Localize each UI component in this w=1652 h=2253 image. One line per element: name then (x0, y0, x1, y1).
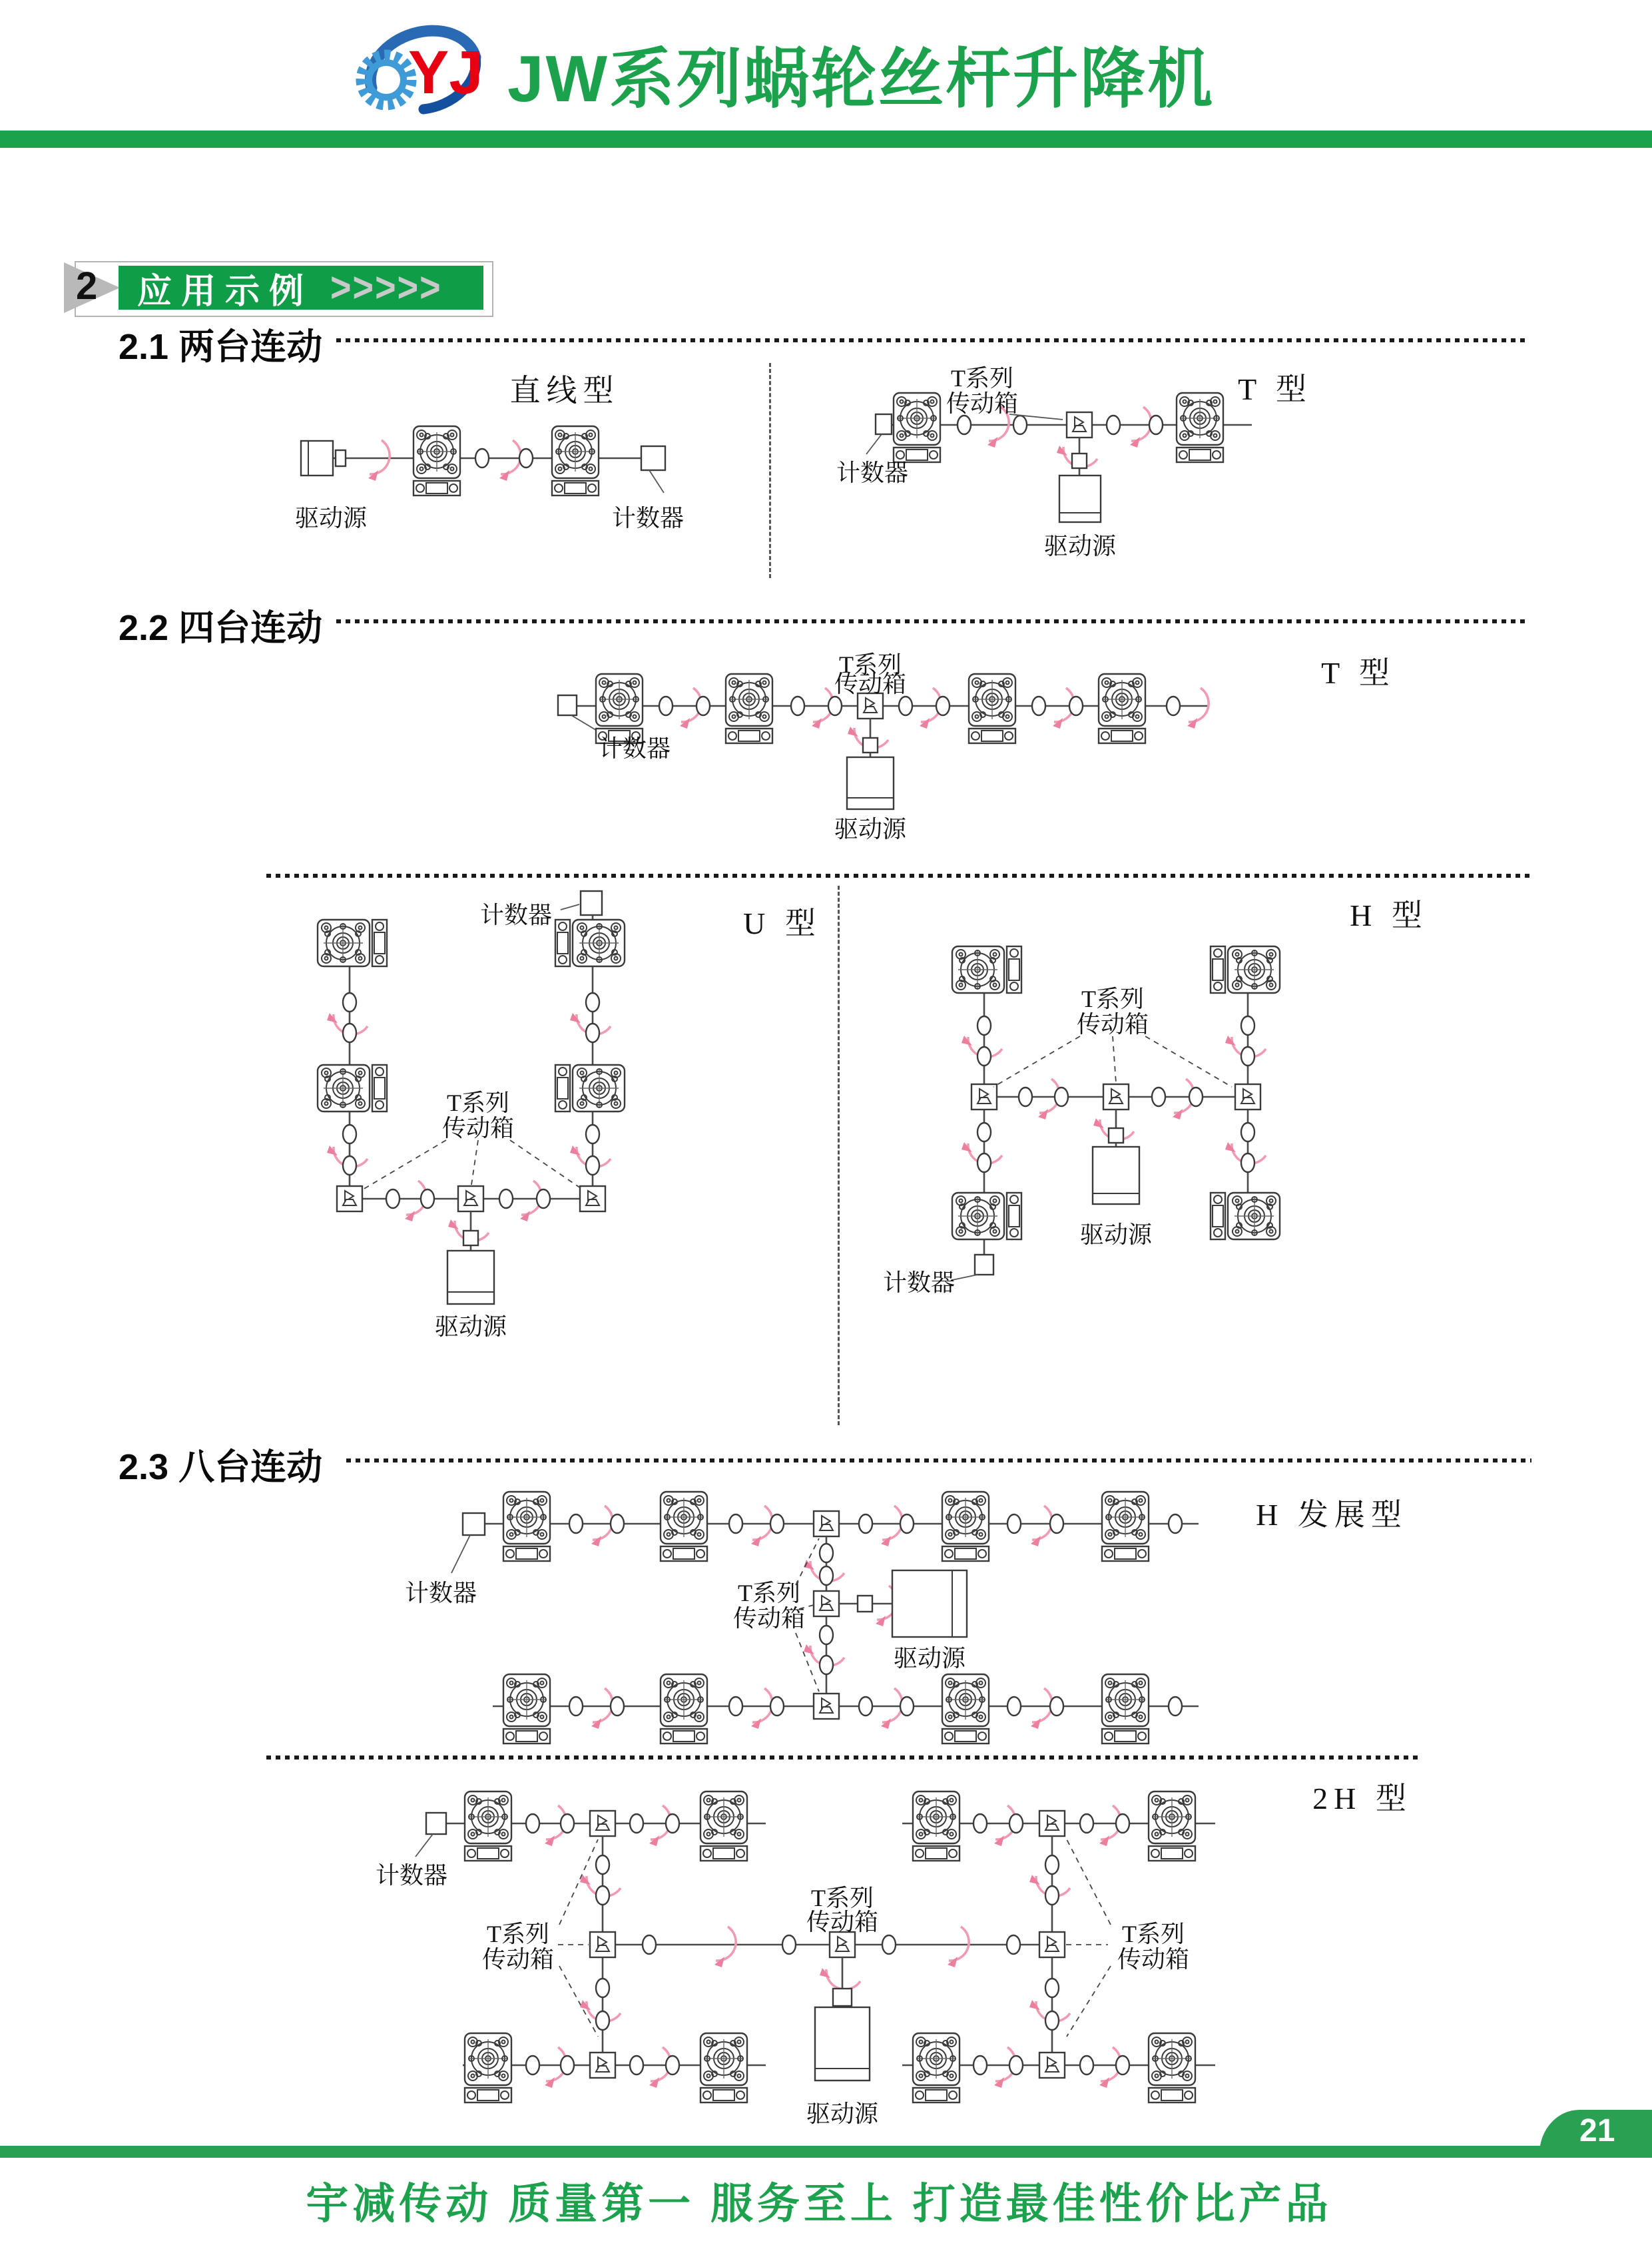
coupling (1107, 416, 1120, 434)
footer-bar (0, 2146, 1652, 2158)
diagram-two-unit-linkage (200, 353, 1498, 593)
t-gearbox (337, 1186, 362, 1211)
screw-jack (552, 426, 599, 495)
coupling (1072, 454, 1087, 468)
section-banner (119, 266, 483, 310)
chevrons-icon: >>>>> (330, 264, 442, 311)
counter (581, 891, 602, 915)
drive-motor (847, 757, 894, 809)
t-gearbox (971, 1084, 997, 1110)
drive-label: 驱动源 (1079, 1221, 1153, 1248)
t-gearbox (1067, 412, 1092, 438)
t-gearbox (1235, 1084, 1260, 1110)
t-gearbox (1103, 1084, 1129, 1110)
type-label-h: H 型 (1350, 898, 1428, 932)
screw-jack (1177, 393, 1223, 462)
counter (975, 1255, 993, 1275)
screw-jack (465, 1791, 511, 1861)
drive-label: 驱动源 (434, 1313, 507, 1340)
drive-label: 驱动源 (1043, 533, 1117, 559)
gearbox-label: T系列 (1081, 986, 1144, 1012)
screw-jack (700, 1791, 747, 1861)
screw-jack (555, 1065, 625, 1112)
screw-jack (726, 674, 772, 743)
coupling (519, 449, 533, 468)
screw-jack (503, 1492, 550, 1561)
screw-jack (318, 1065, 387, 1112)
screw-jack (1149, 2033, 1195, 2102)
gearbox-label: T系列 (447, 1090, 509, 1116)
diagram-four-unit-linkage (200, 633, 1498, 1465)
screw-jack (661, 1492, 707, 1561)
screw-jack (894, 393, 940, 462)
screw-jack (596, 674, 643, 743)
coupling (336, 450, 346, 466)
counter (876, 414, 892, 434)
coupling (1149, 416, 1163, 434)
gearbox-label: T系列 (839, 651, 902, 678)
counter (641, 446, 665, 470)
screw-jack (555, 920, 625, 966)
counter-label: 计数器 (375, 1862, 448, 1889)
gearbox-label: 传动箱 (1117, 1946, 1190, 1973)
coupling (858, 1596, 872, 1612)
gearbox-label: 传动箱 (834, 671, 907, 697)
t-gearbox (814, 1511, 839, 1536)
company-logo (345, 8, 501, 128)
screw-jack (942, 1674, 989, 1744)
t-gearbox (814, 1694, 839, 1719)
t-gearbox (590, 1811, 615, 1836)
heading-2-1: 2.1 两台连动 (119, 327, 323, 367)
t-gearbox (1039, 1932, 1065, 1957)
type-label-2h: 2H 型 (1312, 1781, 1412, 1815)
page-number: 21 (1579, 2113, 1615, 2148)
t-gearbox (580, 1186, 605, 1211)
counter (558, 695, 577, 715)
coupling (1013, 416, 1027, 434)
type-label-t: T 型 (1321, 656, 1396, 690)
gearbox-label: T系列 (738, 1580, 800, 1606)
drive-motor (815, 2007, 870, 2081)
gear-icon (361, 55, 412, 105)
gearbox-label: T系列 (1122, 1921, 1185, 1947)
drive-motor (301, 441, 333, 476)
t-gearbox (458, 1186, 483, 1211)
type-label-h-ext: H 发展型 (1256, 1498, 1408, 1532)
counter-label: 计数器 (598, 735, 671, 762)
drive-label: 驱动源 (893, 1645, 966, 1672)
screw-jack (952, 946, 1021, 993)
counter (426, 1813, 446, 1834)
diagram-eight-unit-linkage (200, 1478, 1498, 2138)
drive-label: 驱动源 (294, 505, 368, 531)
t-gearbox (590, 2053, 615, 2078)
type-label-linear: 直线型 (509, 374, 620, 408)
gearbox-label: 传动箱 (481, 1946, 555, 1973)
section-banner-title: 应用示例 (137, 272, 314, 311)
heading-2-2: 2.2 四台连动 (119, 608, 323, 648)
drive-label: 驱动源 (834, 816, 907, 842)
gearbox-label: 传动箱 (732, 1605, 806, 1632)
counter-label: 计数器 (611, 505, 685, 531)
logo-text: YJ (408, 39, 483, 107)
counter-label: 计数器 (836, 460, 909, 486)
heading-2-3: 2.3 八台连动 (119, 1447, 323, 1487)
drive-motor (447, 1251, 494, 1304)
gearbox-label: 传动箱 (806, 1909, 879, 1935)
screw-jack (1102, 1492, 1149, 1561)
screw-jack (1211, 946, 1280, 993)
t-gearbox (1039, 1811, 1065, 1836)
screw-jack (969, 674, 1015, 743)
drive-motor (1093, 1147, 1139, 1204)
coupling (463, 1231, 478, 1245)
t-gearbox (1039, 2053, 1065, 2078)
drive-motor (1059, 476, 1101, 522)
counter (463, 1513, 485, 1535)
page-title: JW系列蜗轮丝杆升降机 (507, 42, 1215, 115)
screw-jack (413, 426, 460, 495)
coupling (863, 738, 878, 753)
gearbox-label: 传动箱 (1076, 1011, 1149, 1038)
screw-jack (661, 1674, 707, 1744)
drive-label: 驱动源 (806, 2100, 879, 2127)
screw-jack (913, 2033, 960, 2102)
screw-jack (942, 1492, 989, 1561)
dotted-divider (336, 619, 1528, 623)
screw-jack (503, 1674, 550, 1744)
screw-jack (1102, 1674, 1149, 1744)
footer-slogan: 宇减传动 质量第一 服务至上 打造最佳性价比产品 (306, 2180, 1332, 2228)
type-label-t: T 型 (1238, 372, 1312, 406)
screw-jack (465, 2033, 511, 2102)
section-number: 2 (76, 264, 98, 308)
header-divider-bar (0, 131, 1652, 148)
t-gearbox (830, 1932, 855, 1957)
t-gearbox (814, 1591, 839, 1616)
counter-label: 计数器 (479, 902, 553, 928)
gearbox-label: T系列 (811, 1885, 874, 1911)
coupling (475, 449, 489, 468)
counter-label: 计数器 (404, 1580, 477, 1606)
screw-jack (318, 920, 387, 966)
counter-label: 计数器 (882, 1269, 956, 1296)
screw-jack (1099, 674, 1145, 743)
screw-jack (913, 1791, 960, 1861)
coupling (1109, 1128, 1123, 1143)
dotted-divider (336, 338, 1528, 342)
coupling (958, 416, 971, 434)
gearbox-label: T系列 (487, 1921, 549, 1947)
screw-jack (1149, 1791, 1195, 1861)
type-label-u: U 型 (743, 906, 822, 940)
screw-jack (1211, 1193, 1280, 1239)
screw-jack (700, 2033, 747, 2102)
gearbox-label: 传动箱 (441, 1115, 515, 1141)
drive-motor (892, 1570, 967, 1637)
t-gearbox (590, 1932, 615, 1957)
screw-jack (952, 1193, 1021, 1239)
gearbox-label: T系列 (951, 365, 1013, 392)
coupling (833, 1989, 852, 2006)
gearbox-label: 传动箱 (946, 390, 1019, 417)
